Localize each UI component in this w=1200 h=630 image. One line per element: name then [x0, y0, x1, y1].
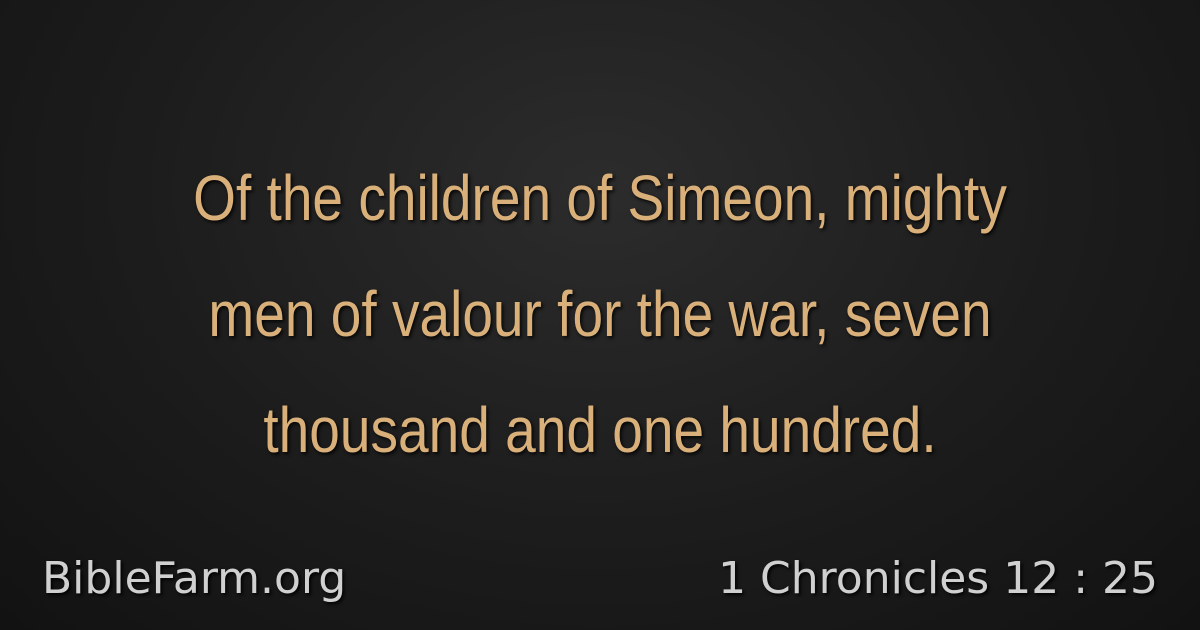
verse-text	[84, 140, 1116, 488]
site-name: BibleFarm.org	[42, 553, 347, 604]
verse-line-2: men of valour for the war, seven	[208, 278, 992, 350]
verse-line-1: Of the children of Simeon, mighty	[193, 162, 1007, 234]
verse-line-3: thousand and one hundred.	[263, 394, 937, 466]
verse-reference: 1 Chronicles 12 : 25	[718, 553, 1158, 604]
